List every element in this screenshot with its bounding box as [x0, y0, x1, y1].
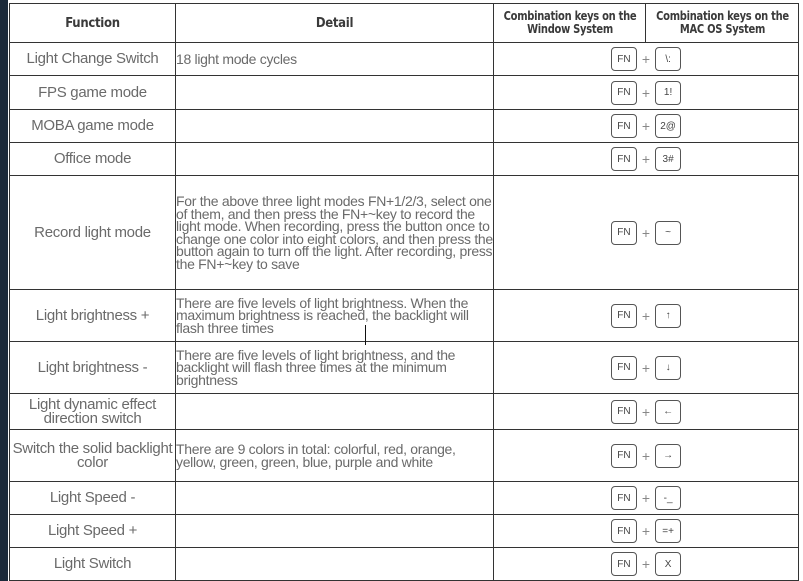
function-cell: Light Switch: [10, 548, 176, 581]
fn-key-icon: FN: [611, 221, 637, 245]
key-combination: [611, 444, 681, 468]
detail-cell: [176, 394, 494, 430]
key-combination: [611, 304, 681, 328]
header-windows-keys: Combination keys on the Window System: [500, 4, 640, 43]
function-cell: Light brightness +: [10, 290, 176, 342]
target-key-icon: →: [655, 444, 681, 468]
plus-sign: +: [641, 224, 651, 241]
header-mac-keys: Combination keys on the MAC OS System: [652, 4, 793, 43]
plus-sign: +: [641, 51, 651, 67]
function-cell: FPS game mode: [10, 76, 176, 110]
function-cell: Light Speed +: [10, 515, 176, 548]
detail-cell: There are 9 colors in total: colorful, red, orange, yellow, green, green, blue, purple and white: [176, 430, 494, 482]
text-cursor-icon: [365, 325, 366, 345]
fn-key-icon: FN: [611, 444, 637, 468]
table-row: [10, 176, 799, 290]
detail-cell: [176, 143, 494, 176]
target-key-icon: 1!: [655, 81, 681, 105]
function-key-table: [9, 3, 799, 581]
key-combination: [611, 81, 681, 105]
key-combination-cell: [494, 548, 799, 581]
table-row: [10, 290, 799, 342]
target-key-icon: ↓: [655, 356, 681, 380]
detail-cell: [176, 76, 494, 110]
key-combination-cell: [494, 515, 799, 548]
key-combination: [611, 486, 681, 510]
target-key-icon: ↑: [655, 304, 681, 328]
target-key-icon: ~: [655, 221, 681, 245]
header-row: [10, 4, 799, 43]
target-key-icon: X: [655, 552, 681, 576]
detail-cell: [176, 110, 494, 143]
detail-cell: 18 light mode cycles: [176, 43, 494, 76]
table-row: [10, 515, 799, 548]
function-cell: Switch the solid backlight color: [10, 430, 176, 482]
header-function: Function: [10, 4, 176, 43]
plus-sign: +: [641, 556, 651, 572]
target-key-icon: 3#: [655, 147, 681, 171]
plus-sign: +: [641, 490, 651, 506]
table-row: [10, 76, 799, 110]
table-row: [10, 482, 799, 515]
target-key-icon: -_: [655, 486, 681, 510]
table-row: [10, 548, 799, 581]
fn-key-icon: FN: [611, 114, 637, 138]
detail-cell: There are five levels of light brightness, and the backlight will flash three times at the minimum brightness: [176, 342, 494, 394]
fn-key-icon: FN: [611, 400, 637, 424]
detail-cell: [176, 515, 494, 548]
key-combination-cell: [494, 143, 799, 176]
key-combination-cell: [494, 43, 799, 76]
key-combination: [611, 47, 681, 71]
fn-key-icon: FN: [611, 486, 637, 510]
function-cell: Light Speed -: [10, 482, 176, 515]
plus-sign: +: [641, 447, 651, 464]
key-combination-cell: [494, 176, 799, 290]
fn-key-icon: FN: [611, 356, 637, 380]
key-combination-cell: [494, 482, 799, 515]
plus-sign: +: [641, 359, 651, 376]
key-combination: [611, 552, 681, 576]
plus-sign: +: [641, 403, 651, 420]
fn-key-icon: FN: [611, 47, 637, 71]
fn-key-icon: FN: [611, 304, 637, 328]
header-detail: Detail: [176, 4, 494, 43]
detail-cell: [176, 482, 494, 515]
fn-key-icon: FN: [611, 552, 637, 576]
target-key-icon: ←: [655, 400, 681, 424]
table-row: [10, 43, 799, 76]
function-cell: Office mode: [10, 143, 176, 176]
fn-key-icon: FN: [611, 519, 637, 543]
key-combination: [611, 356, 681, 380]
table-row: [10, 394, 799, 430]
key-combination: [611, 400, 681, 424]
function-cell: Light dynamic effect direction switch: [10, 394, 176, 430]
key-combination-cell: [494, 394, 799, 430]
target-key-icon: =+: [655, 519, 681, 543]
key-combination-cell: [494, 430, 799, 482]
key-combination: [611, 147, 681, 171]
detail-cell: [176, 548, 494, 581]
function-cell: MOBA game mode: [10, 110, 176, 143]
key-combination-cell: [494, 290, 799, 342]
plus-sign: +: [641, 307, 651, 324]
target-key-icon: \:: [655, 47, 681, 71]
table-row: [10, 110, 799, 143]
fn-key-icon: FN: [611, 81, 637, 105]
plus-sign: +: [641, 84, 651, 101]
key-combination: [611, 519, 681, 543]
key-combination-cell: [494, 342, 799, 394]
function-cell: Light brightness -: [10, 342, 176, 394]
detail-cell: For the above three light modes FN+1/2/3, select one of them, and then press the FN+~key to record the light mode. When recording, press the button once to change one color into eight colors, and then press the button again to turn off the light. After recording, press the FN+~key to save: [176, 176, 494, 290]
function-cell: Light Change Switch: [10, 43, 176, 76]
key-combination: [611, 221, 681, 245]
detail-cell: There are five levels of light brightness. When the maximum brightness is reached, the backlight will flash three times: [176, 290, 494, 342]
plus-sign: +: [641, 523, 651, 539]
target-key-icon: 2@: [655, 114, 681, 138]
function-cell: Record light mode: [10, 176, 176, 290]
table-row: [10, 430, 799, 482]
table-row: [10, 342, 799, 394]
plus-sign: +: [641, 151, 651, 167]
table-row: [10, 143, 799, 176]
plus-sign: +: [641, 118, 651, 134]
fn-key-icon: FN: [611, 147, 637, 171]
key-combination: [611, 114, 681, 138]
key-combination-cell: [494, 110, 799, 143]
key-combination-cell: [494, 76, 799, 110]
window-edge: [0, 0, 8, 581]
